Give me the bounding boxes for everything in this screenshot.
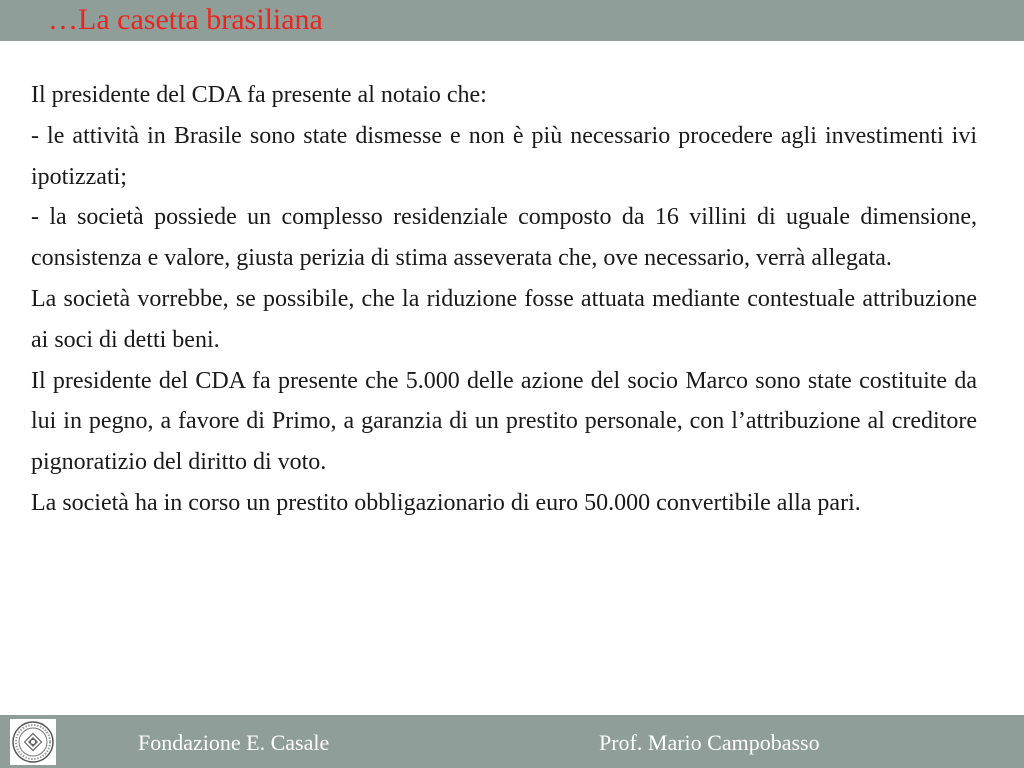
footer-bar [0, 715, 1024, 768]
paragraph-4: La società vorrebbe, se possibile, che la riduzione fosse attuata mediante contestuale attribuzione ai soci di detti beni. [31, 285, 977, 353]
paragraph-2: - le attività in Brasile sono state dismesse e non è più necessario procedere agli investimenti ivi ipotizzati; [31, 122, 977, 190]
footer-author: Prof. Mario Campobasso [599, 730, 820, 755]
footer-foundation: Fondazione E. Casale [138, 730, 330, 755]
paragraph-3: - la società possiede un complesso residenziale composto da 16 villini di uguale dimensione, consistenza e valore, giusta perizia di stima asseverata che, ove necessario, verrà allegata. [31, 204, 977, 272]
paragraph-1: Il presidente del CDA fa presente al notaio che: [31, 82, 487, 108]
paragraph-5: Il presidente del CDA fa presente che 5.000 delle azione del socio Marco sono state costituite da lui in pegno, a favore di Primo, a garanzia di un prestito personale, con l’attribuzione al creditore pignoratizio del diritto di voto. [31, 367, 977, 476]
paragraph-6: La società ha in corso un prestito obbligazionario di euro 50.000 convertibile alla pari. [31, 489, 861, 516]
slide-title: …La casetta brasiliana [48, 3, 323, 36]
slide-body [31, 75, 977, 524]
title-bar [0, 0, 1024, 41]
seal-icon [10, 719, 56, 765]
